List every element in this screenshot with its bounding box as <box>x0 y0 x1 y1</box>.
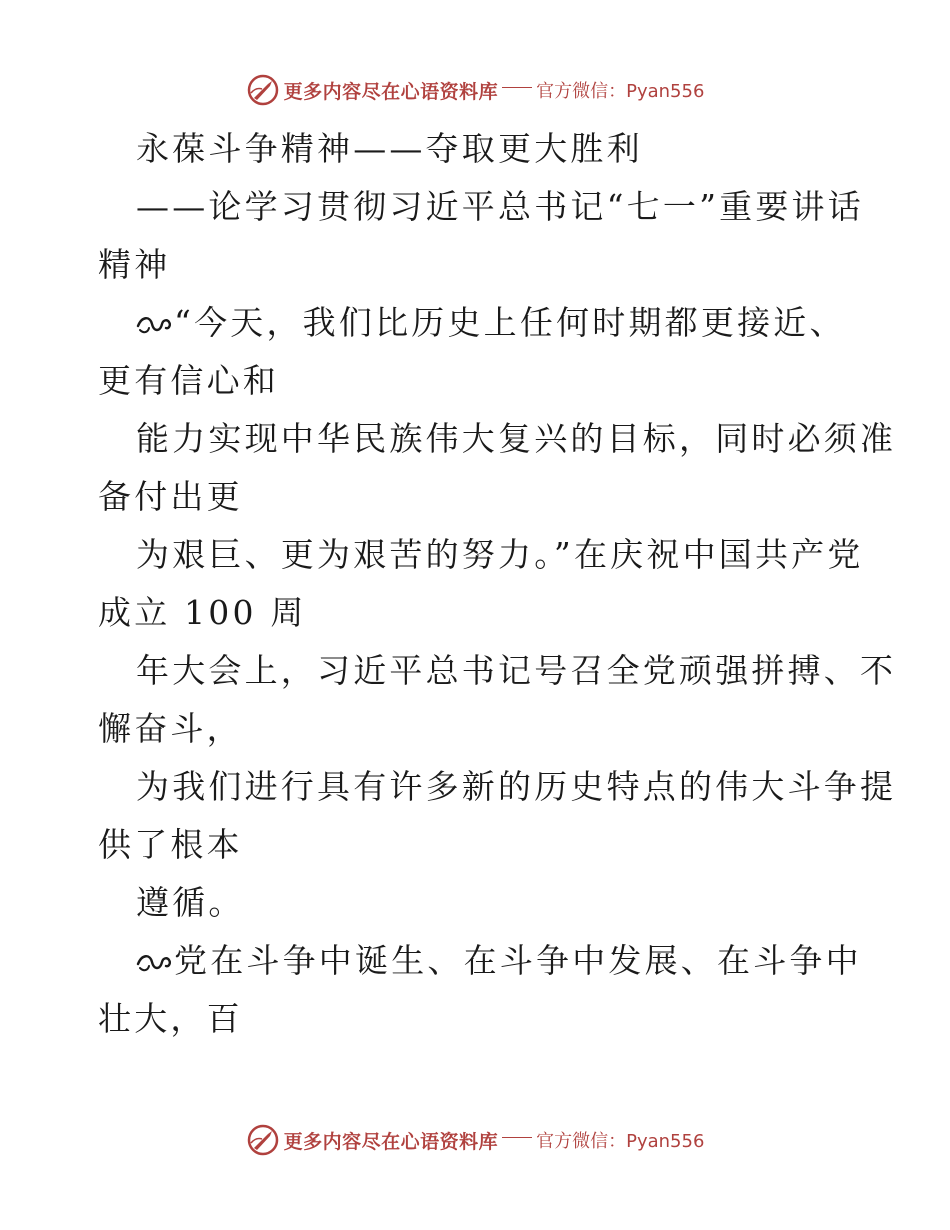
footer-banner-text: 更多内容尽在心语资料库 <box>283 1130 499 1153</box>
header-banner-text: 更多内容尽在心语资料库 <box>283 80 499 103</box>
paragraph-line: 年大会上，习近平总书记号召全党顽强拼搏、不 <box>136 651 897 690</box>
paragraph-text: “今天，我们比历史上任何时期都更接近、 <box>174 303 846 342</box>
doc-subtitle-line: 精神 <box>98 245 171 284</box>
document-body <box>98 120 897 1048</box>
paragraph-line: 供了根本 <box>98 825 243 864</box>
header-banner-dash <box>502 87 532 88</box>
ornament-bullet-icon <box>136 312 174 336</box>
paragraph-line: 能力实现中华民族伟大复兴的目标，同时必须准 <box>136 419 897 458</box>
paragraph-line <box>98 932 862 990</box>
header-banner-wechat: 官方微信：Pyan556 <box>536 81 705 102</box>
footer-banner-dash <box>502 1137 532 1138</box>
pen-logo-icon <box>246 1123 280 1157</box>
paragraph-line <box>98 294 858 352</box>
paragraph-line: 遵循。 <box>136 883 245 922</box>
header-watermark-banner <box>0 70 950 110</box>
paragraph-text: 党在斗争中诞生、在斗争中发展、在斗争中 <box>174 941 862 980</box>
doc-subtitle-line: ——论学习贯彻习近平总书记“七一”重要讲话 <box>136 187 864 226</box>
ornament-bullet-icon <box>136 950 174 974</box>
paragraph-line: 懈奋斗， <box>98 709 243 748</box>
paragraph-line: 更有信心和 <box>98 361 279 400</box>
paragraph-line: 为艰巨、更为艰苦的努力。”在庆祝中国共产党 <box>136 535 864 574</box>
doc-title: 永葆斗争精神——夺取更大胜利 <box>136 129 643 168</box>
paragraph-line: 为我们进行具有许多新的历史特点的伟大斗争提 <box>136 767 897 806</box>
footer-banner-wechat: 官方微信：Pyan556 <box>536 1131 705 1152</box>
pen-logo-icon <box>246 73 280 107</box>
paragraph-line: 备付出更 <box>98 477 243 516</box>
paragraph-line: 成立 100 周 <box>98 593 307 632</box>
footer-watermark-banner <box>0 1120 950 1160</box>
paragraph-line: 壮大，百 <box>98 999 243 1038</box>
